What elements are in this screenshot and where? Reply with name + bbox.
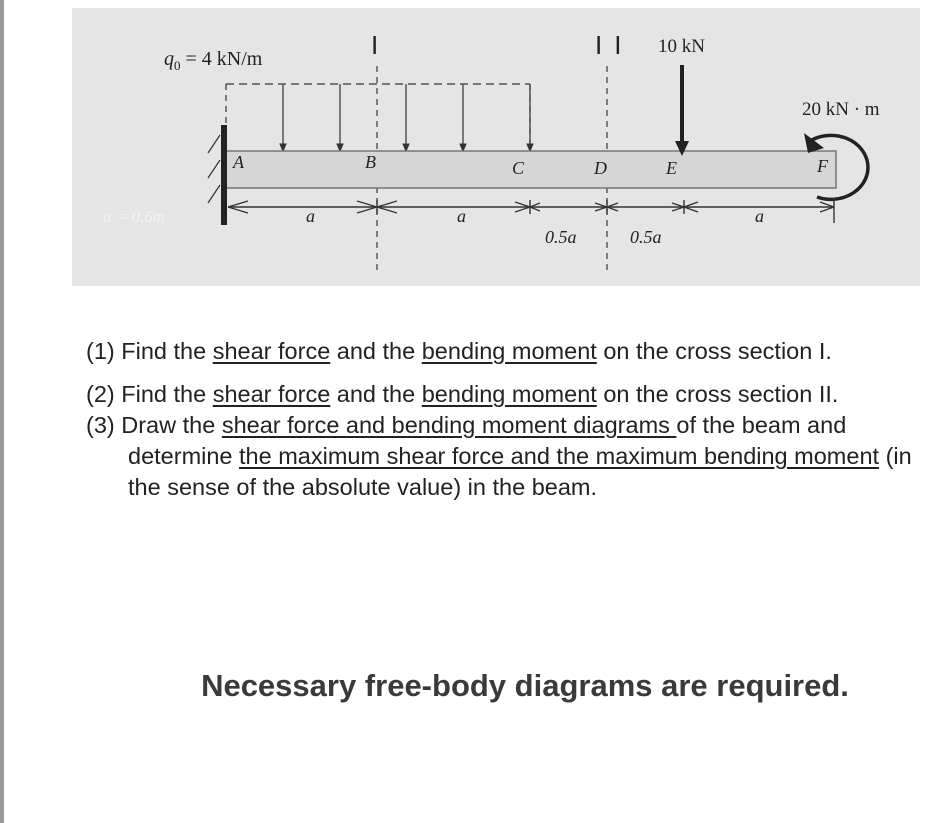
q2-underline-2: bending moment — [421, 381, 597, 407]
dim-bc-label: a — [457, 206, 466, 226]
point-c-label: C — [512, 158, 525, 178]
fixed-support — [208, 125, 227, 225]
question-list — [86, 336, 938, 503]
question-2: (2) Find the shear force and the bending moment on the cross section II. — [86, 381, 839, 407]
section-1-marker — [371, 30, 378, 270]
point-load-label: 10 kN — [658, 36, 705, 57]
svg-text:II: II — [595, 30, 634, 60]
required-note: Necessary free-body diagrams are required. — [201, 668, 849, 703]
beam-diagram — [72, 8, 920, 286]
q3-underline-1: shear force and bending moment diagrams — [221, 412, 677, 438]
point-d-label: D — [594, 158, 607, 178]
dim-cd-label: 0.5a — [545, 227, 577, 247]
section-2-marker — [595, 30, 633, 270]
question-1: (1) Find the shear force and the bending moment on the cross section I. — [86, 338, 832, 364]
svg-text:I: I — [371, 30, 379, 60]
question-3: (3) Draw the shear force and bending moment diagrams of the beam and determine the maximum shear force and the maximum bending moment (in the sense of the absolute value) in the beam. — [86, 412, 912, 500]
point-b-label: B — [365, 152, 376, 172]
beam-figure — [72, 8, 920, 286]
q1-underline-2: bending moment — [421, 338, 597, 364]
a-value-label: a = 0.6m — [103, 207, 165, 226]
dim-ef-label: a — [755, 206, 764, 226]
q3-underline-2: the maximum shear force and the maximum bending moment — [239, 443, 880, 469]
beam — [225, 151, 836, 188]
point-a-label: A — [233, 152, 244, 172]
q1-underline-1: shear force — [212, 338, 331, 364]
distributed-load-label: $q_0 = 4$ kN/m — [164, 48, 263, 73]
dim-de-label: 0.5a — [630, 227, 662, 247]
distributed-load — [226, 84, 530, 151]
point-e-label: E — [666, 158, 677, 178]
point-load-arrow — [675, 65, 689, 156]
point-f-label: F — [817, 156, 828, 176]
q2-underline-1: shear force — [212, 381, 331, 407]
dimension-lines — [228, 198, 834, 223]
moment-label: 20 kN · m — [802, 99, 880, 120]
dim-ab-label: a — [306, 206, 315, 226]
